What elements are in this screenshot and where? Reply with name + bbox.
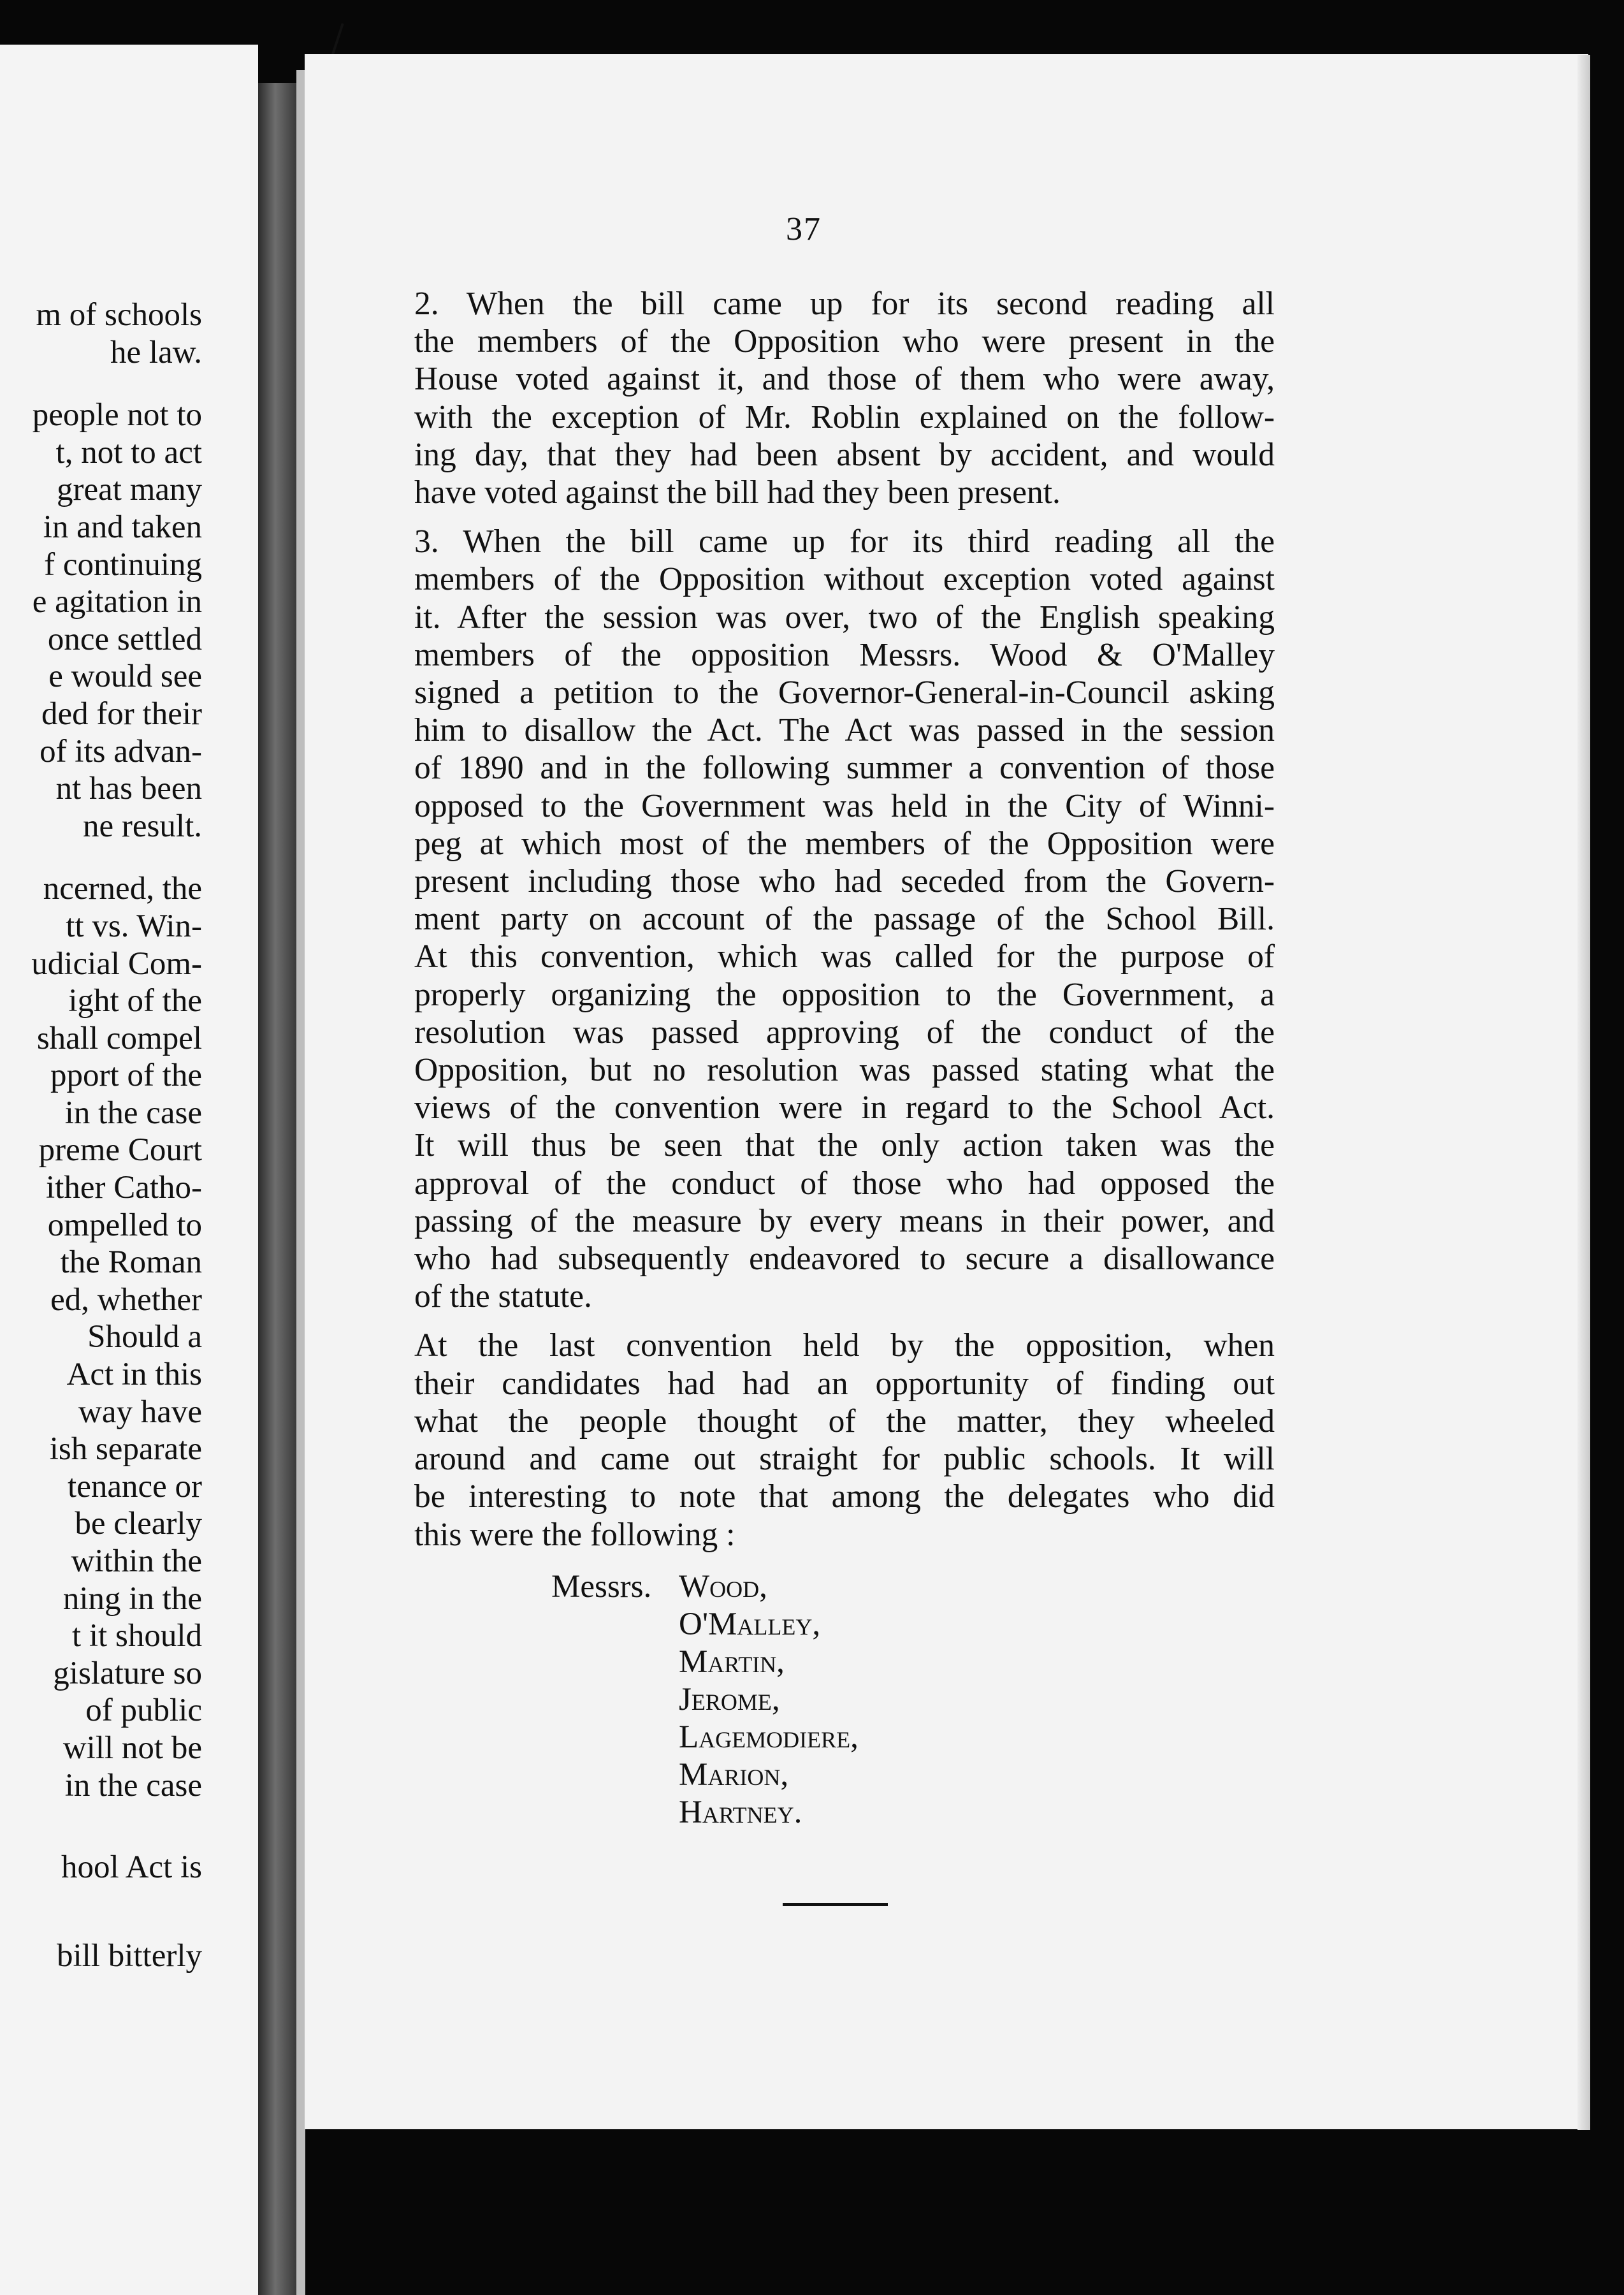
text-line: 2. When the bill came up for its second reading all	[414, 286, 1275, 322]
left-page-line: ight of the	[68, 983, 202, 1019]
paragraph-convention	[344, 1327, 1275, 1553]
left-page-line: Should a	[87, 1319, 202, 1355]
left-page-line: in the case	[64, 1767, 202, 1803]
left-page-line: of its advan-	[40, 733, 202, 769]
left-page-line: tenance or	[68, 1468, 202, 1504]
left-page-line: bill bitterly	[56, 1937, 202, 1974]
text-line: around and came out straight for public schools. It will	[414, 1441, 1275, 1478]
text-line: present including those who had seceded from the Govern-	[414, 863, 1275, 900]
left-page-line: ed, whether	[50, 1281, 202, 1318]
left-page-line: ne result.	[83, 808, 202, 844]
left-page-line: way have	[78, 1394, 202, 1430]
closing-rule	[783, 1903, 888, 1906]
text-line: members of the opposition Messrs. Wood & O'Malley	[414, 636, 1275, 673]
left-page-line: ish separate	[49, 1431, 202, 1468]
page-number: 37	[786, 211, 822, 247]
gutter-edge	[296, 70, 305, 2295]
left-page-line: pport of the	[50, 1058, 202, 1094]
text-line: this were the following :	[414, 1516, 736, 1553]
paragraph-2	[344, 285, 1275, 511]
text-line: passing of the measure by every means in their power, and	[414, 1202, 1275, 1239]
left-page-line: gislature so	[53, 1655, 202, 1691]
left-page-line: m of schools	[36, 297, 202, 333]
text-line: views of the convention were in regard to the School Act.	[414, 1089, 1275, 1126]
left-page-line: Act in this	[66, 1357, 202, 1393]
page-edge	[1577, 55, 1590, 2130]
delegate-name: Marion,	[679, 1757, 789, 1793]
left-page-line: he law.	[110, 334, 202, 370]
text-line: their candidates had had an opportunity of finding out	[414, 1365, 1275, 1402]
messrs-label: Messrs.	[551, 1569, 652, 1605]
text-line: of the statute.	[414, 1278, 592, 1315]
left-page-line: udicial Com-	[31, 945, 202, 982]
left-page-line: f continuing	[44, 546, 202, 583]
text-line: of 1890 and in the following summer a convention of those	[414, 750, 1275, 787]
left-page-line: ompelled to	[47, 1207, 202, 1243]
delegate-name: O'Malley,	[679, 1606, 821, 1642]
book-gutter	[258, 83, 296, 2295]
left-page-line: within the	[71, 1543, 202, 1579]
text-line: the members of the Opposition who were present in the	[414, 323, 1275, 360]
text-line: him to disallow the Act. The Act was passed in the session	[414, 712, 1275, 749]
left-page-line: ning in the	[62, 1580, 202, 1617]
text-line: 3. When the bill came up for its third reading all the	[414, 523, 1275, 560]
left-page-line: in and taken	[43, 509, 202, 545]
left-page-line: t it should	[71, 1618, 202, 1654]
text-line: resolution was passed approving of the conduct of the	[414, 1014, 1275, 1051]
left-page-line: be clearly	[75, 1506, 202, 1542]
text-line: with the exception of Mr. Roblin explained on the follow-	[414, 398, 1275, 435]
left-page-line: great many	[57, 472, 202, 508]
text-line: members of the Opposition without exception voted against	[414, 561, 1275, 598]
left-page-line: t, not to act	[55, 434, 202, 470]
text-line: opposed to the Government was held in the City of Winni-	[414, 787, 1275, 824]
text-line: peg at which most of the members of the Opposition were	[414, 825, 1275, 862]
left-page-line: the Roman	[60, 1244, 202, 1281]
text-line: what the people thought of the matter, they wheeled	[414, 1402, 1275, 1439]
text-line: At the last convention held by the opposition, when	[414, 1327, 1275, 1364]
text-line: Opposition, but no resolution was passed stating what the	[414, 1052, 1275, 1089]
left-page-line: ded for their	[41, 696, 202, 732]
text-line: who had subsequently endeavored to secure a disallowance	[414, 1241, 1275, 1278]
text-line: At this convention, which was called for the purpose of	[414, 938, 1275, 975]
delegate-name: Wood,	[679, 1569, 767, 1605]
left-page-line: shall compel	[36, 1020, 202, 1056]
left-page-line: preme Court	[38, 1132, 202, 1169]
left-page-line: people not to	[32, 397, 202, 433]
text-line: It will thus be seen that the only action taken was the	[414, 1127, 1275, 1164]
text-line: it. After the session was over, two of the English speaking	[414, 599, 1275, 636]
left-page-line: e agitation in	[32, 584, 202, 620]
delegate-name: Hartney.	[679, 1795, 802, 1830]
text-line: have voted against the bill had they been present.	[414, 474, 1061, 511]
left-page-line: nt has been	[55, 771, 202, 807]
left-page-line: once settled	[47, 621, 202, 657]
left-page-line: of public	[85, 1693, 202, 1729]
text-line: ment party on account of the passage of the School Bill.	[414, 901, 1275, 938]
left-page-line: ncerned, the	[43, 871, 202, 907]
text-line: ing day, that they had been absent by accident, and would	[414, 436, 1275, 473]
delegate-name: Jerome,	[679, 1682, 780, 1717]
left-page-line: hool Act is	[61, 1849, 202, 1886]
left-page-line: in the case	[64, 1095, 202, 1131]
text-line: be interesting to note that among the delegates who did	[414, 1478, 1275, 1515]
text-line: approval of the conduct of those who had opposed the	[414, 1165, 1275, 1202]
text-line: properly organizing the opposition to the Government, a	[414, 976, 1275, 1013]
delegate-name: Lagemodiere,	[679, 1719, 859, 1755]
left-page-line: will not be	[62, 1730, 202, 1766]
page-body	[344, 285, 1275, 1554]
left-page-line: ither Catho-	[45, 1170, 202, 1206]
text-line: signed a petition to the Governor-General-in-Council asking	[414, 674, 1275, 711]
left-page-line: e would see	[48, 659, 202, 695]
delegate-list	[551, 1568, 859, 1832]
delegate-name: Martin,	[679, 1644, 785, 1680]
left-facing-page	[0, 45, 258, 2295]
paragraph-3	[344, 523, 1275, 1315]
left-page-text	[31, 296, 202, 1974]
left-page-line: tt vs. Win-	[66, 908, 202, 944]
text-line: House voted against it, and those of them who were away,	[414, 361, 1275, 398]
